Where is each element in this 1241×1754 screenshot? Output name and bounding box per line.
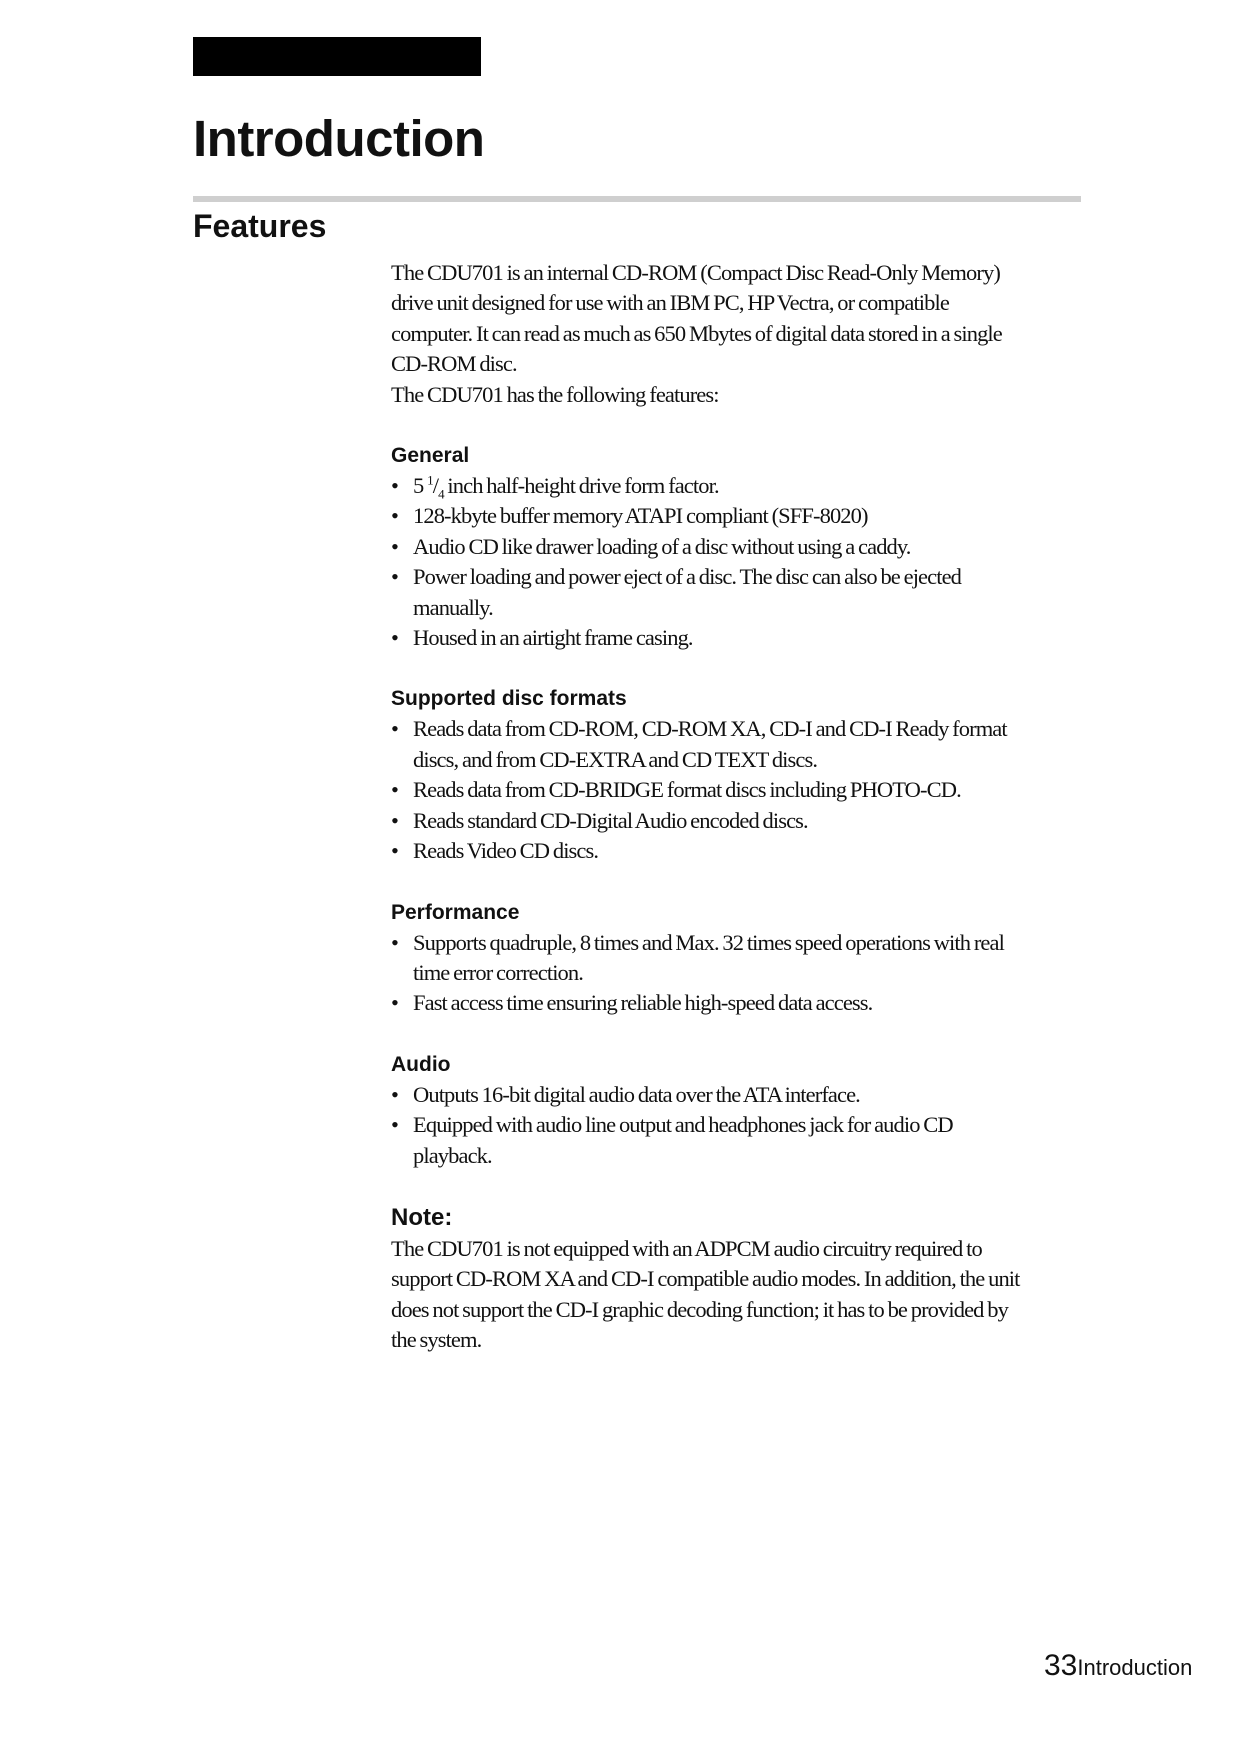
list-item-text: Fast access time ensuring reliable high-speed data access.	[413, 990, 873, 1016]
list-item	[391, 471, 1031, 501]
size-text: inch half-height drive form factor.	[447, 473, 719, 499]
list-item-text: Power loading and power eject of a disc. The disc can also be ejected manually.	[413, 564, 962, 620]
list-item-text: Audio CD like drawer loading of a disc without using a caddy.	[413, 533, 911, 559]
list-item	[391, 988, 1031, 1018]
bullet-icon: •	[391, 625, 398, 651]
size-denominator: 4	[438, 486, 444, 502]
list-item	[391, 806, 1031, 836]
bullet-icon: •	[391, 564, 398, 590]
page-number: 33	[1044, 1649, 1078, 1682]
list-item	[391, 775, 1031, 805]
list-item-text: Equipped with audio line output and headphones jack for audio CD playback.	[413, 1112, 953, 1168]
features-body	[391, 258, 1031, 1356]
list-item	[391, 623, 1031, 653]
formats-heading: Supported disc formats	[391, 687, 627, 711]
intro-lead-in: The CDU701 has the following features:	[391, 381, 719, 407]
performance-heading: Performance	[391, 900, 520, 924]
audio-list	[391, 1080, 1031, 1171]
bullet-icon: •	[391, 473, 398, 499]
bullet-icon: •	[391, 1081, 398, 1107]
list-item-text: Reads standard CD-Digital Audio encoded discs.	[413, 807, 808, 833]
bullet-icon: •	[391, 807, 398, 833]
page-footer	[1044, 1648, 1193, 1684]
general-heading: General	[391, 444, 470, 468]
size-whole: 5	[413, 473, 424, 499]
drive-size-fraction: 5 $^1/_4$	[413, 472, 444, 502]
title-divider	[193, 196, 1081, 202]
bullet-icon: •	[391, 777, 398, 803]
bullet-icon: •	[391, 503, 398, 529]
list-item	[391, 532, 1031, 562]
list-item	[391, 562, 1031, 623]
bullet-icon: •	[391, 838, 398, 864]
chapter-header-bar	[193, 37, 481, 76]
chapter-title: Introduction	[193, 110, 485, 167]
bullet-icon: •	[391, 716, 398, 742]
bullet-icon: •	[391, 533, 398, 559]
list-item	[391, 1080, 1031, 1110]
list-item	[391, 714, 1031, 775]
list-item-text: Reads data from CD-ROM, CD-ROM XA, CD-I and CD-I Ready format discs, and from CD-EXTRA and CD TEXT discs.	[413, 716, 1007, 772]
list-item	[391, 928, 1031, 989]
footer-section-label: Introduction	[1077, 1655, 1193, 1680]
performance-list	[391, 928, 1031, 1019]
bullet-icon: •	[391, 929, 398, 955]
formats-list	[391, 714, 1031, 866]
size-numerator: 1	[427, 472, 433, 488]
list-item-text: Reads data from CD-BRIDGE format discs including PHOTO-CD.	[413, 777, 961, 803]
bullet-icon: •	[391, 990, 398, 1016]
list-item	[391, 1110, 1031, 1171]
list-item	[391, 501, 1031, 531]
bullet-icon: •	[391, 1112, 398, 1138]
list-item	[391, 836, 1031, 866]
audio-heading: Audio	[391, 1052, 451, 1076]
general-list	[391, 471, 1031, 653]
intro-paragraph: The CDU701 is an internal CD-ROM (Compact Disc Read-Only Memory) drive unit designed for use with an IBM PC, HP Vectra, or compatible computer. It can read as much as 650 Mbytes of digital data stored in a single CD-ROM disc.	[391, 260, 1002, 377]
list-item-text: Outputs 16-bit digital audio data over the ATA interface.	[413, 1081, 860, 1107]
list-item-text: Supports quadruple, 8 times and Max. 32 times speed operations with real time error correction.	[413, 929, 1004, 985]
note-text: The CDU701 is not equipped with an ADPCM audio circuitry required to support CD-ROM XA and CD-I compatible audio modes. In addition, the unit does not support the CD-I graphic decoding function; it has to be provided by the system.	[391, 1235, 1020, 1353]
list-item-text: Reads Video CD discs.	[413, 838, 599, 864]
list-item-text: 128-kbyte buffer memory ATAPI compliant (SFF-8020)	[413, 503, 868, 529]
section-title: Features	[193, 208, 327, 244]
list-item-text: Housed in an airtight frame casing.	[413, 625, 693, 651]
note-heading: Note:	[391, 1203, 453, 1231]
